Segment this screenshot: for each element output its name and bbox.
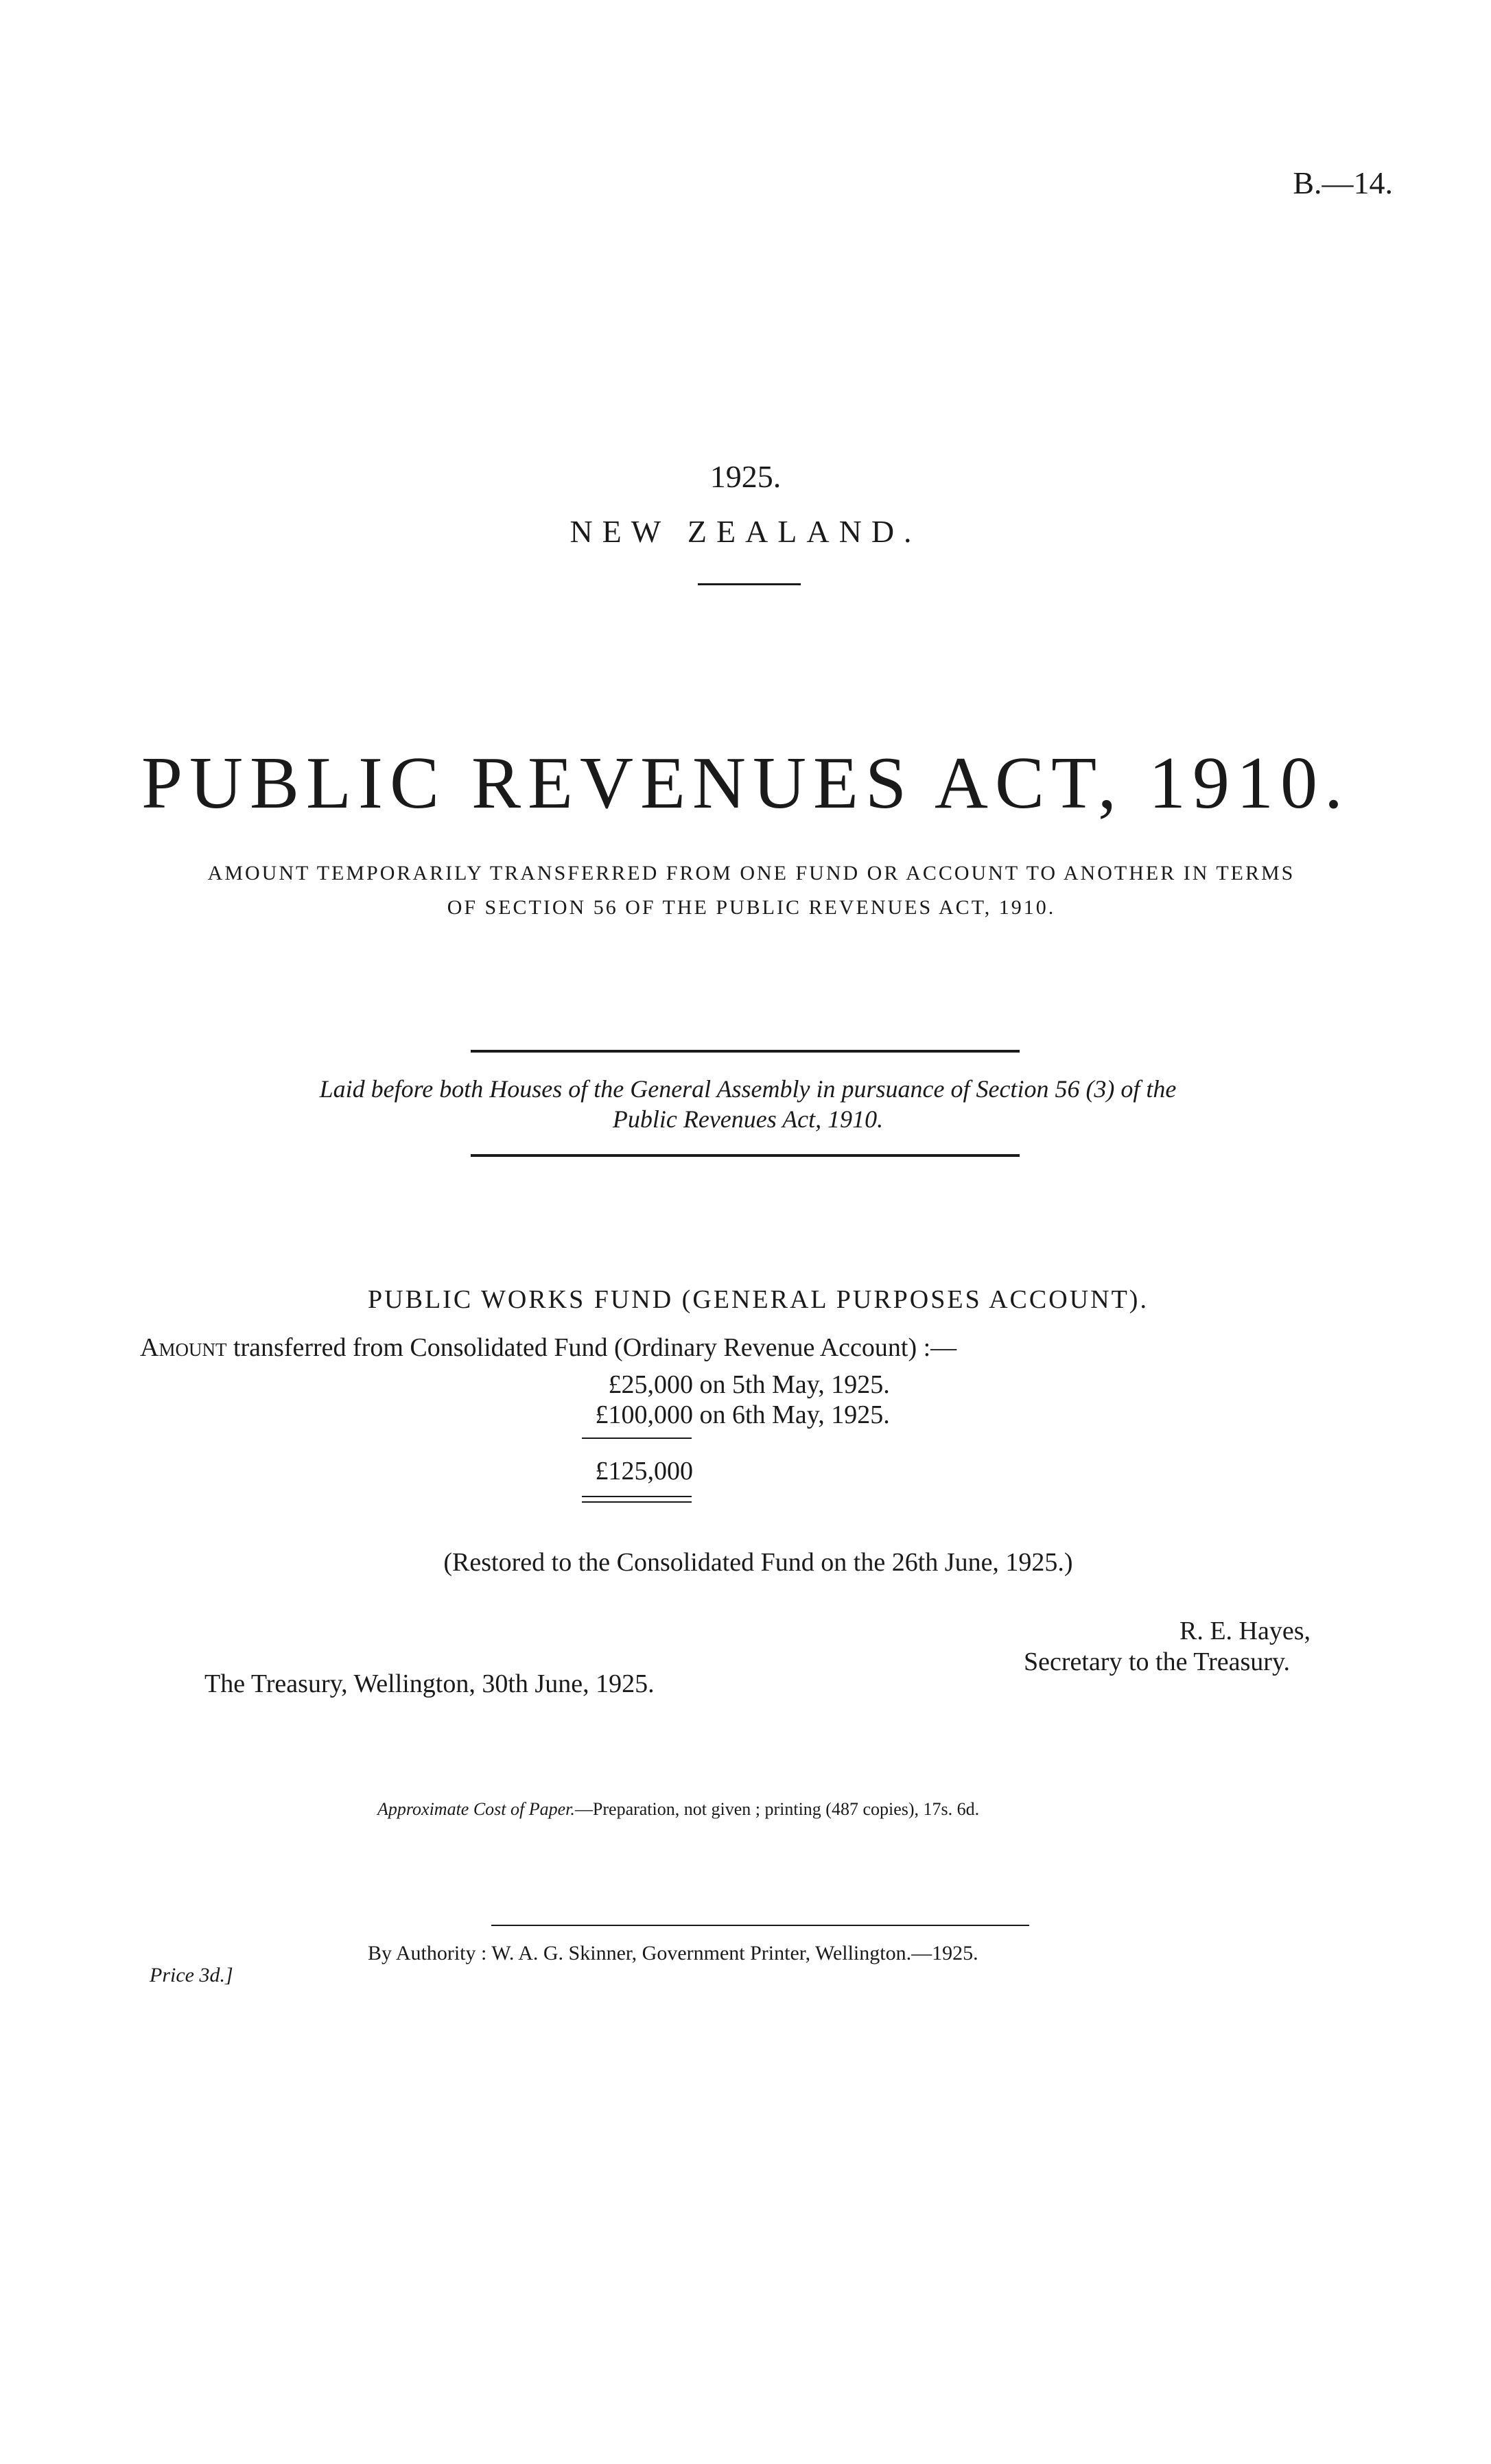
document-year: 1925. bbox=[709, 459, 782, 494]
act-subtitle bbox=[124, 856, 1379, 925]
amount-lead: Amount bbox=[140, 1333, 227, 1362]
double-rule bbox=[582, 1501, 692, 1503]
double-rule bbox=[582, 1496, 692, 1497]
amount-statement bbox=[140, 1333, 1238, 1363]
cost-of-paper bbox=[377, 1799, 1269, 1820]
laid-before-line: Laid before both Houses of the General Assembly in pursuance of Section 56 (3) of the bbox=[319, 1075, 1177, 1103]
divider-rule bbox=[698, 583, 801, 585]
cost-label: Approximate Cost of Paper. bbox=[377, 1799, 575, 1819]
transfer-amount: £25,000 bbox=[608, 1370, 693, 1399]
transfer-row bbox=[582, 1400, 890, 1430]
amount-text: transferred from Consolidated Fund (Ordinary Revenue Account) :— bbox=[226, 1333, 957, 1362]
restored-note: (Restored to the Consolidated Fund on the 26th June, 1925.) bbox=[443, 1548, 1073, 1577]
signatory-name: R. E. Hayes, bbox=[1179, 1617, 1311, 1645]
transfer-total: £125,000 bbox=[595, 1457, 693, 1486]
sum-rule bbox=[582, 1438, 692, 1439]
authority-rule bbox=[491, 1925, 1029, 1926]
cost-text: —Preparation, not given ; printing (487 copies), 17s. 6d. bbox=[574, 1799, 980, 1819]
transfer-amount: £100,000 bbox=[595, 1400, 693, 1429]
country-heading: NEW ZEALAND. bbox=[570, 514, 921, 549]
subtitle-line: OF SECTION 56 OF THE PUBLIC REVENUES ACT, 1910. bbox=[447, 896, 1056, 919]
signatory-title: Secretary to the Treasury. bbox=[1024, 1647, 1290, 1676]
dateline: The Treasury, Wellington, 30th June, 1925. bbox=[204, 1669, 655, 1698]
act-title: PUBLIC REVENUES ACT, 1910. bbox=[141, 742, 1350, 824]
laid-before-line: Public Revenues Act, 1910. bbox=[612, 1105, 884, 1133]
subtitle-line: AMOUNT TEMPORARILY TRANSFERRED FROM ONE FUND OR ACCOUNT TO ANOTHER IN TERMS bbox=[207, 862, 1295, 884]
transfer-date: on 6th May, 1925. bbox=[699, 1400, 890, 1429]
laid-before-notice bbox=[206, 1074, 1290, 1134]
divider-rule bbox=[471, 1154, 1020, 1157]
transfer-total-row bbox=[582, 1456, 693, 1486]
document-reference: B.—14. bbox=[1293, 165, 1393, 200]
transfer-date: on 5th May, 1925. bbox=[699, 1370, 890, 1399]
price-note: Price 3d.] bbox=[150, 1964, 233, 1986]
printer-authority: By Authority : W. A. G. Skinner, Government Printer, Wellington.—1925. bbox=[368, 1942, 978, 1964]
transfer-row bbox=[582, 1370, 890, 1400]
divider-rule bbox=[471, 1050, 1020, 1053]
fund-heading: PUBLIC WORKS FUND (GENERAL PURPOSES ACCOUNT). bbox=[368, 1285, 1149, 1314]
